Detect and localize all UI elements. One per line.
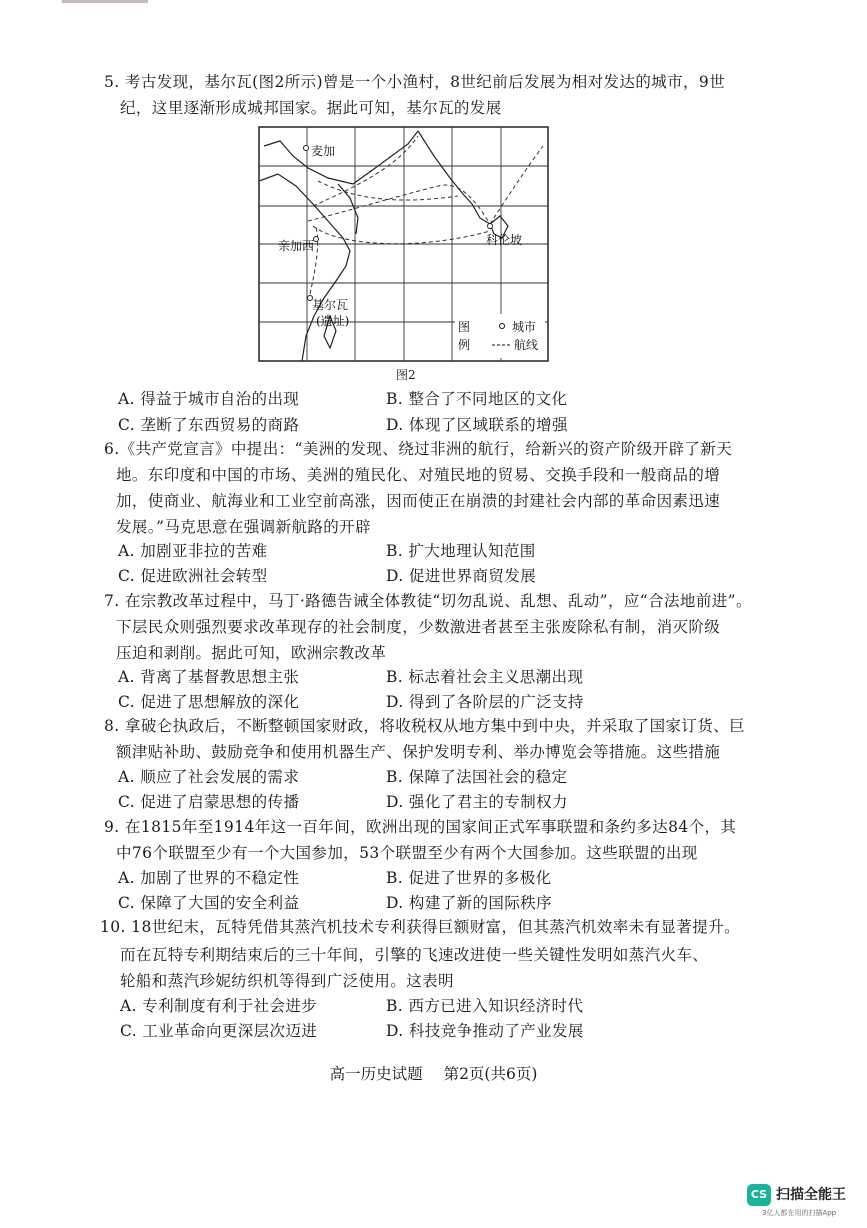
q7-stem-line-1: 7. 在宗教改革过程中，马丁·路德告诫全体教徒“切勿乱说、乱想、乱动”，应“合法地前进”。 bbox=[104, 592, 752, 610]
q5-option-b[interactable]: B. 整合了不同地区的文化 bbox=[386, 390, 568, 408]
q9-option-a[interactable]: A. 加剧了世界的不稳定性 bbox=[118, 869, 300, 887]
q10-option-a[interactable]: A. 专利制度有利于社会进步 bbox=[120, 997, 318, 1015]
q9-stem-line-2: 中76个联盟至少有一个大国参加，53个联盟至少有两个大国参加。这些联盟的出现 bbox=[116, 844, 698, 862]
figure-2-map bbox=[258, 126, 549, 362]
q7-stem-line-2: 下层民众则强烈要求改革现存的社会制度，少数激进者甚至主张废除私有制，消灭阶级 bbox=[116, 618, 721, 636]
q8-stem-line-1: 8. 拿破仑执政后，不断整顿国家财政，将收税权从地方集中到中央，并采取了国家订货、巨 bbox=[104, 717, 746, 735]
footer-exam-title: 高一历史试题 bbox=[329, 1065, 423, 1083]
q7-option-d[interactable]: D. 得到了各阶层的广泛支持 bbox=[386, 693, 584, 711]
q8-option-b[interactable]: B. 保障了法国社会的稳定 bbox=[386, 768, 568, 786]
q5-stem-line-1: 5. 考古发现，基尔瓦(图2所示)曾是一个小渔村，8世纪前后发展为相对发达的城市，9世 bbox=[104, 73, 726, 91]
page-footer bbox=[0, 1062, 867, 1084]
q7-option-b[interactable]: B. 标志着社会主义思潮出现 bbox=[386, 668, 584, 686]
q10-stem-line-3: 轮船和蒸汽珍妮纺织机等得到广泛使用。这表明 bbox=[120, 972, 454, 990]
q8-stem-line-2: 额津贴补助、鼓励竞争和使用机器生产、保护发明专利、举办博览会等措施。这些措施 bbox=[116, 743, 721, 761]
q6-option-a[interactable]: A. 加剧亚非拉的苦难 bbox=[118, 542, 268, 560]
map-label-qinjiaxi: 亲加西 bbox=[278, 239, 315, 253]
q5-option-c[interactable]: C. 垄断了东西贸易的商路 bbox=[118, 416, 300, 434]
q7-option-c[interactable]: C. 促进了思想解放的深化 bbox=[118, 693, 300, 711]
q9-option-c[interactable]: C. 保障了大国的安全利益 bbox=[118, 894, 300, 912]
legend-route-label: 航线 bbox=[514, 338, 539, 352]
q6-option-d[interactable]: D. 促进世界商贸发展 bbox=[386, 567, 537, 585]
q6-stem-line-4: 发展。”马克思意在强调新航路的开辟 bbox=[116, 518, 371, 536]
q8-option-c[interactable]: C. 促进了启蒙思想的传播 bbox=[118, 793, 300, 811]
legend-city-marker bbox=[500, 324, 505, 329]
map-label-kilwa: 基尔瓦 bbox=[312, 298, 349, 312]
q7-option-a[interactable]: A. 背离了基督教思想主张 bbox=[118, 668, 300, 686]
q6-stem-line-2: 地。东印度和中国的市场、美洲的殖民化、对殖民地的贸易、交换手段和一般商品的增 bbox=[116, 466, 721, 484]
map-label-colombo: 科伦坡 bbox=[486, 233, 523, 247]
camscanner-brand-name: 扫描全能王 bbox=[776, 1187, 846, 1203]
legend-title-bottom: 例 bbox=[458, 338, 471, 352]
footer-page-number: 第2页(共6页) bbox=[443, 1065, 538, 1083]
q10-stem-line-1: 10. 18世纪末，瓦特凭借其蒸汽机技术专利获得巨额财富，但其蒸汽机效率未有显著提升。 bbox=[100, 918, 741, 936]
q6-option-b[interactable]: B. 扩大地理认知范围 bbox=[386, 542, 536, 560]
legend-city-label: 城市 bbox=[512, 320, 537, 334]
q5-option-a[interactable]: A. 得益于城市自治的出现 bbox=[118, 390, 300, 408]
q10-stem-line-2: 而在瓦特专利期结束后的三十年间，引擎的飞速改进使一些关键性发明如蒸汽火车、 bbox=[120, 946, 709, 964]
q10-option-c[interactable]: C. 工业革命向更深层次迈进 bbox=[120, 1022, 318, 1040]
map-label-ruins: (遗址) bbox=[316, 314, 350, 328]
q6-stem-line-3: 加，使商业、航海业和工业空前高涨，因而使正在崩溃的封建社会内部的革命因素迅速 bbox=[116, 492, 721, 510]
camscanner-logo-icon: CS bbox=[747, 1184, 771, 1206]
q6-stem-line-1: 6.《共产党宣言》中提出：“美洲的发现、绕过非洲的航行，给新兴的资产阶级开辟了新天 bbox=[104, 440, 733, 458]
q9-option-d[interactable]: D. 构建了新的国际秩序 bbox=[386, 894, 553, 912]
q9-option-b[interactable]: B. 促进了世界的多极化 bbox=[386, 869, 552, 887]
camscanner-tagline: 3亿人都在用的扫描App bbox=[762, 1209, 837, 1217]
q8-option-a[interactable]: A. 顺应了社会发展的需求 bbox=[118, 768, 300, 786]
q8-option-d[interactable]: D. 强化了君主的专制权力 bbox=[386, 793, 568, 811]
q7-stem-line-3: 压迫和剥削。据此可知，欧洲宗教改革 bbox=[116, 644, 387, 662]
q10-option-b[interactable]: B. 西方已进入知识经济时代 bbox=[386, 997, 584, 1015]
legend-title-top: 图 bbox=[458, 320, 471, 334]
q5-stem-line-2: 纪，这里逐渐形成城邦国家。据此可知，基尔瓦的发展 bbox=[120, 99, 502, 117]
map-label-mecca: 麦加 bbox=[311, 144, 336, 158]
top-edge-mark bbox=[62, 0, 148, 3]
q9-stem-line-1: 9. 在1815年至1914年这一百年间，欧洲出现的国家间正式军事联盟和条约多达84个，其 bbox=[104, 818, 737, 836]
q5-option-d[interactable]: D. 体现了区域联系的增强 bbox=[386, 416, 568, 434]
figure-caption: 图2 bbox=[396, 368, 416, 382]
q10-option-d[interactable]: D. 科技竞争推动了产业发展 bbox=[386, 1022, 584, 1040]
q6-option-c[interactable]: C. 促进欧洲社会转型 bbox=[118, 567, 268, 585]
